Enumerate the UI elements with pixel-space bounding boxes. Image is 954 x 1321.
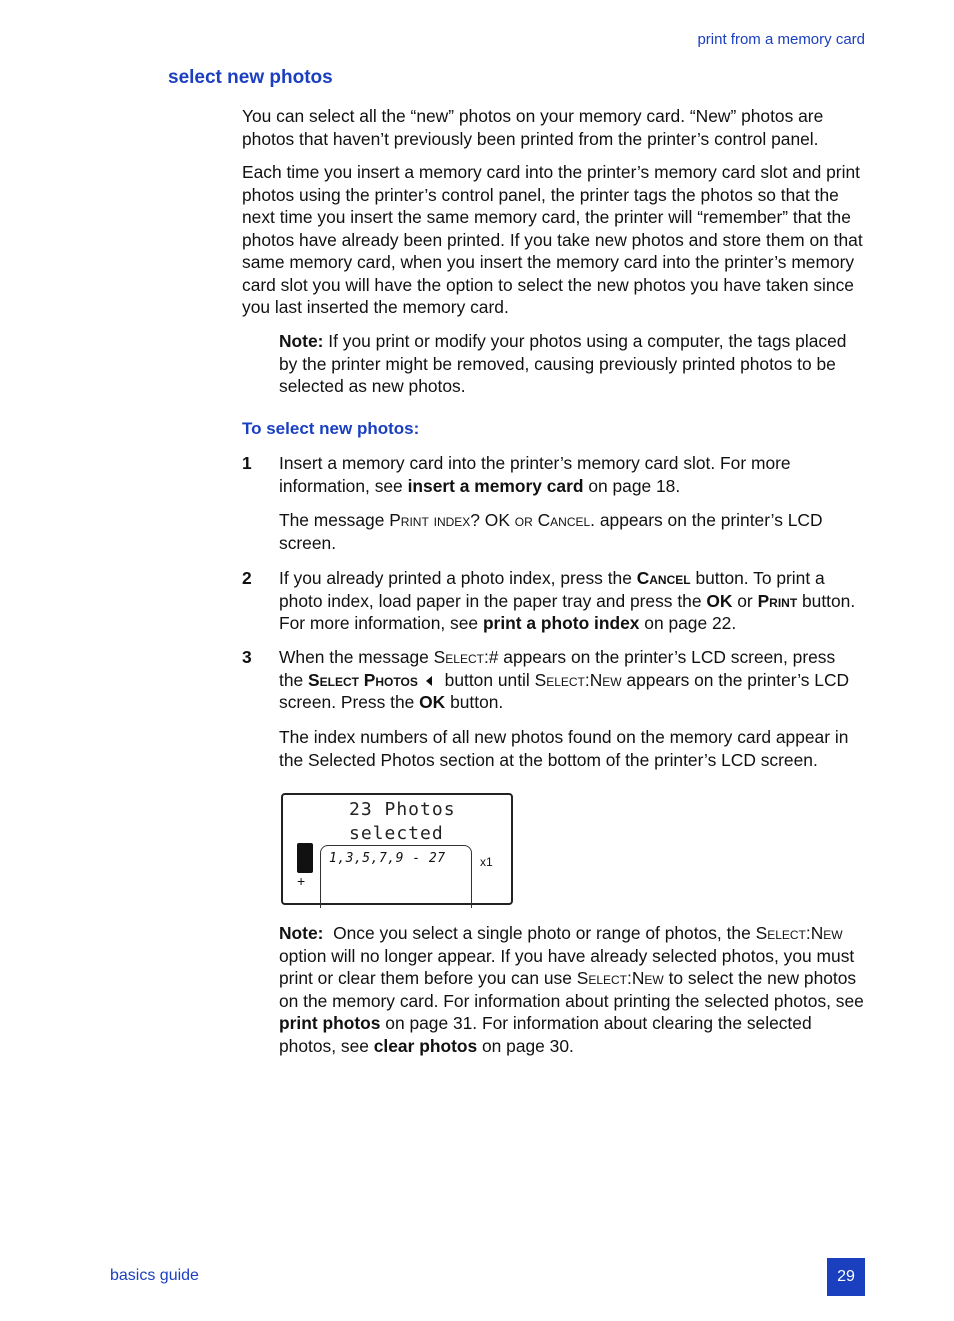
explanation-paragraph: Each time you insert a memory card into the printer’s memory card slot and print photos using the printer’s control panel, the printer tags the photos so that the next time you insert the same memory card, the printer will “remember” that the photos have already been printed. If you take new photos and store them on that same memory card, when you insert the memory card into the printer’s memory card slot you will have the option to select the new photos you have taken since you last inserted the memory card.	[242, 162, 863, 317]
step-number: 1	[242, 453, 252, 473]
lcd-message: Select:New	[534, 669, 622, 690]
step-text-part: appears on the printer’s LCD screen.	[279, 510, 823, 553]
step-text-part: on page 22.	[639, 613, 737, 633]
step-number: 3	[242, 647, 252, 667]
lcd-message: Print index? OK or Cancel.	[389, 510, 596, 530]
print-button-label: Print	[757, 590, 798, 611]
section-title: select new photos	[168, 67, 333, 88]
note-block	[279, 330, 864, 398]
note-text-part: on page 30.	[477, 1035, 574, 1056]
plus-icon: +	[297, 873, 306, 889]
lcd-line-1: 23 Photos	[349, 799, 456, 820]
step-text	[279, 646, 864, 714]
copies-count: x1	[480, 855, 493, 869]
running-head: print from a memory card	[697, 31, 865, 48]
note-text-part: option will no longer appear. If you have already selected photos, you must print or clear them before you can use	[279, 945, 855, 988]
step-text-part: When the message	[279, 647, 434, 667]
step-text-part: Insert a memory card into the printer’s memory card slot. For more information, see	[279, 453, 791, 496]
step-text-part: button. For more information, see	[279, 590, 856, 633]
note-text-part: on page 31. For information about clearing the selected photos, see	[279, 1013, 812, 1056]
note-text: If you print or modify your photos using a computer, the tags placed by the printer might be removed, causing previously printed photos to be selected as new photos.	[279, 331, 847, 396]
step-text-part: appears on the printer’s LCD screen. Press the	[279, 669, 850, 712]
left-arrow-icon	[426, 676, 432, 686]
select-photos-button-label: Select Photos	[308, 669, 418, 690]
ok-button-label: OK	[419, 692, 446, 712]
lcd-screen-illustration	[281, 793, 513, 905]
step-paragraph: The index numbers of all new photos found on the memory card appear in the Selected Photos section at the bottom of the printer’s LCD screen.	[279, 727, 849, 770]
memory-card-icon	[297, 843, 313, 873]
step-text-part: on page 18.	[583, 475, 681, 496]
lcd-line-2: selected	[349, 823, 444, 844]
step-text-part: button. To print a photo index, load paper in the paper tray and press the	[279, 568, 825, 611]
step-message	[279, 509, 864, 554]
procedure-title: To select new photos:	[242, 419, 420, 438]
lcd-message: Select:New	[576, 968, 664, 988]
page-number-badge: 29	[827, 1258, 865, 1296]
cross-reference-link[interactable]: insert a memory card	[407, 475, 584, 496]
step-text-part: or	[732, 590, 758, 611]
note-label: Note:	[279, 331, 324, 351]
step-number: 2	[242, 568, 252, 588]
note-block	[279, 922, 864, 1057]
step-text-part: The message	[279, 510, 390, 530]
step-text	[279, 567, 864, 635]
cancel-button-label: Cancel	[636, 568, 691, 588]
step-text-part: appears on the printer’s LCD screen, press the	[279, 647, 836, 690]
intro-paragraph: You can select all the “new” photos on your memory card. “New” photos are photos that haven’t previously been printed from the printer’s control panel.	[242, 106, 824, 149]
note-text-part: to select the new photos on the memory card. For information about printing the selected photos, see	[279, 968, 864, 1011]
note-label: Note:	[279, 923, 324, 943]
selected-photo-numbers: 1,3,5,7,9 - 27	[329, 851, 446, 866]
footer-guide-title: basics guide	[110, 1267, 199, 1284]
cross-reference-link[interactable]: clear photos	[373, 1035, 478, 1056]
step-text	[279, 452, 864, 497]
cross-reference-link[interactable]: print a photo index	[482, 613, 640, 633]
ok-button-label: OK	[706, 590, 733, 611]
step-text-part: If you already printed a photo index, press the	[279, 568, 637, 588]
cross-reference-link[interactable]: print photos	[279, 1013, 381, 1033]
step-text-part: button.	[445, 692, 504, 712]
note-text-part: Once you select a single photo or range of photos, the	[333, 923, 756, 943]
step-text-part: button until	[439, 669, 535, 690]
lcd-message: Select:New	[755, 923, 843, 943]
lcd-message: Select:#	[433, 647, 499, 667]
